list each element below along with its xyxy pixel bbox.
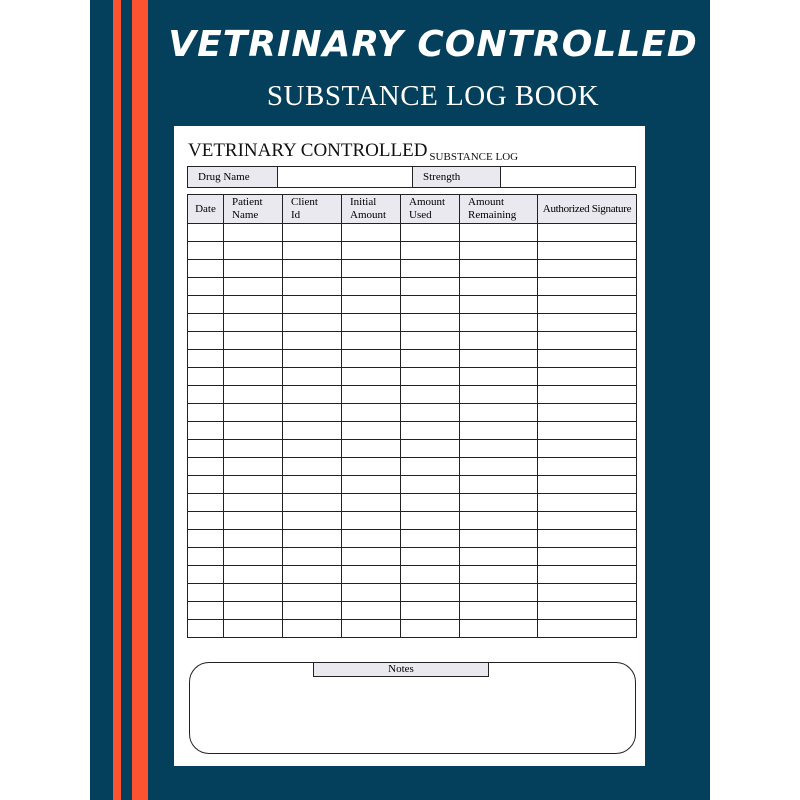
table-cell[interactable] xyxy=(538,602,637,620)
column-header-line2: Amount xyxy=(350,209,387,221)
column-header xyxy=(538,195,637,224)
column-header-line1: Amount xyxy=(468,196,505,208)
table-cell[interactable] xyxy=(224,584,283,602)
table-cell[interactable] xyxy=(188,224,224,242)
strength-label: Strength xyxy=(413,167,501,187)
form-title-sub: SUBSTANCE LOG xyxy=(429,151,519,163)
table-cell[interactable] xyxy=(224,386,283,404)
table-cell[interactable] xyxy=(342,404,401,422)
table-cell[interactable] xyxy=(342,440,401,458)
table-cell[interactable] xyxy=(224,476,283,494)
table-cell[interactable] xyxy=(538,458,637,476)
table-cell[interactable] xyxy=(224,458,283,476)
table-cell[interactable] xyxy=(538,404,637,422)
table-cell[interactable] xyxy=(342,242,401,260)
drug-name-field[interactable] xyxy=(278,167,413,187)
table-cell[interactable] xyxy=(401,512,460,530)
table-cell[interactable] xyxy=(460,422,538,440)
table-cell[interactable] xyxy=(342,368,401,386)
table-row xyxy=(188,296,637,314)
table-cell[interactable] xyxy=(283,548,342,566)
table-cell[interactable] xyxy=(224,440,283,458)
table-row xyxy=(188,350,637,368)
table-cell[interactable] xyxy=(188,530,224,548)
table-cell[interactable] xyxy=(283,422,342,440)
table-cell[interactable] xyxy=(188,566,224,584)
table-row xyxy=(188,422,637,440)
table-cell[interactable] xyxy=(401,458,460,476)
column-header xyxy=(224,195,283,224)
table-cell[interactable] xyxy=(224,278,283,296)
table-cell[interactable] xyxy=(538,260,637,278)
table-cell[interactable] xyxy=(283,296,342,314)
table-cell[interactable] xyxy=(342,350,401,368)
column-header-line1: Patient xyxy=(232,196,263,208)
table-cell[interactable] xyxy=(188,620,224,638)
log-table-header xyxy=(188,195,637,224)
table-cell[interactable] xyxy=(283,350,342,368)
table-row xyxy=(188,548,637,566)
table-cell[interactable] xyxy=(188,476,224,494)
table-cell[interactable] xyxy=(460,620,538,638)
table-cell[interactable] xyxy=(342,278,401,296)
table-cell[interactable] xyxy=(538,350,637,368)
table-cell[interactable] xyxy=(188,296,224,314)
table-cell[interactable] xyxy=(342,512,401,530)
table-cell[interactable] xyxy=(283,314,342,332)
table-cell[interactable] xyxy=(342,494,401,512)
table-cell[interactable] xyxy=(401,332,460,350)
table-cell[interactable] xyxy=(460,548,538,566)
table-cell[interactable] xyxy=(538,278,637,296)
table-cell[interactable] xyxy=(342,476,401,494)
table-cell[interactable] xyxy=(460,404,538,422)
table-cell[interactable] xyxy=(460,350,538,368)
table-row xyxy=(188,602,637,620)
table-cell[interactable] xyxy=(283,368,342,386)
column-header-line2: Remaining xyxy=(468,209,517,221)
column-header-line1: Client xyxy=(291,196,318,208)
table-cell[interactable] xyxy=(401,278,460,296)
table-cell[interactable] xyxy=(460,242,538,260)
table-cell[interactable] xyxy=(538,512,637,530)
table-cell[interactable] xyxy=(224,368,283,386)
table-row xyxy=(188,368,637,386)
table-cell[interactable] xyxy=(224,242,283,260)
table-cell[interactable] xyxy=(342,332,401,350)
table-cell[interactable] xyxy=(538,314,637,332)
table-cell[interactable] xyxy=(224,404,283,422)
table-cell[interactable] xyxy=(342,458,401,476)
table-cell[interactable] xyxy=(224,548,283,566)
table-row xyxy=(188,512,637,530)
table-cell[interactable] xyxy=(401,368,460,386)
table-cell[interactable] xyxy=(188,584,224,602)
table-cell[interactable] xyxy=(538,566,637,584)
table-cell[interactable] xyxy=(401,404,460,422)
column-header-line1: Amount xyxy=(409,196,446,208)
table-row xyxy=(188,440,637,458)
table-cell[interactable] xyxy=(224,566,283,584)
table-cell[interactable] xyxy=(460,332,538,350)
table-cell[interactable] xyxy=(538,224,637,242)
table-cell[interactable] xyxy=(283,620,342,638)
column-header-line1: Authorized Signature xyxy=(542,202,632,215)
table-cell[interactable] xyxy=(283,386,342,404)
table-cell[interactable] xyxy=(342,422,401,440)
drug-info-row xyxy=(187,166,636,188)
table-cell[interactable] xyxy=(342,314,401,332)
table-cell[interactable] xyxy=(188,404,224,422)
table-cell[interactable] xyxy=(538,476,637,494)
table-cell[interactable] xyxy=(283,242,342,260)
drug-name-label: Drug Name xyxy=(188,167,278,187)
table-cell[interactable] xyxy=(283,494,342,512)
table-cell[interactable] xyxy=(188,548,224,566)
table-cell[interactable] xyxy=(460,494,538,512)
table-cell[interactable] xyxy=(460,224,538,242)
table-cell[interactable] xyxy=(538,584,637,602)
table-cell[interactable] xyxy=(283,530,342,548)
table-cell[interactable] xyxy=(188,422,224,440)
table-cell[interactable] xyxy=(538,386,637,404)
cover-stripe-thick xyxy=(132,0,148,800)
table-cell[interactable] xyxy=(224,260,283,278)
table-cell[interactable] xyxy=(283,404,342,422)
table-cell[interactable] xyxy=(538,548,637,566)
table-cell[interactable] xyxy=(188,494,224,512)
table-cell[interactable] xyxy=(224,620,283,638)
table-cell[interactable] xyxy=(342,386,401,404)
cover-stripe-thin xyxy=(113,0,121,800)
table-cell[interactable] xyxy=(188,512,224,530)
table-cell[interactable] xyxy=(224,422,283,440)
column-header xyxy=(283,195,342,224)
table-cell[interactable] xyxy=(401,260,460,278)
table-cell[interactable] xyxy=(401,530,460,548)
cover-title: VETRINARY CONTROLLED xyxy=(168,24,698,65)
table-cell[interactable] xyxy=(460,530,538,548)
table-cell[interactable] xyxy=(188,386,224,404)
table-cell[interactable] xyxy=(283,476,342,494)
table-cell[interactable] xyxy=(283,278,342,296)
table-cell[interactable] xyxy=(283,512,342,530)
table-cell[interactable] xyxy=(188,332,224,350)
table-cell[interactable] xyxy=(342,566,401,584)
table-cell[interactable] xyxy=(188,368,224,386)
table-cell[interactable] xyxy=(401,548,460,566)
table-row xyxy=(188,260,637,278)
table-cell[interactable] xyxy=(538,422,637,440)
table-cell[interactable] xyxy=(460,584,538,602)
table-row xyxy=(188,584,637,602)
table-cell[interactable] xyxy=(188,458,224,476)
table-cell[interactable] xyxy=(188,350,224,368)
column-header-line1: Initial xyxy=(350,196,377,208)
table-row xyxy=(188,242,637,260)
table-cell[interactable] xyxy=(342,260,401,278)
table-cell[interactable] xyxy=(188,440,224,458)
table-cell[interactable] xyxy=(224,350,283,368)
table-cell[interactable] xyxy=(283,224,342,242)
table-cell[interactable] xyxy=(460,458,538,476)
table-row xyxy=(188,332,637,350)
column-header xyxy=(401,195,460,224)
table-cell[interactable] xyxy=(538,440,637,458)
table-cell[interactable] xyxy=(538,296,637,314)
table-cell[interactable] xyxy=(401,476,460,494)
table-row xyxy=(188,404,637,422)
table-cell[interactable] xyxy=(342,548,401,566)
table-cell[interactable] xyxy=(460,296,538,314)
notes-label: Notes xyxy=(313,662,489,677)
table-cell[interactable] xyxy=(538,368,637,386)
table-cell[interactable] xyxy=(460,512,538,530)
table-cell[interactable] xyxy=(342,530,401,548)
table-cell[interactable] xyxy=(401,386,460,404)
table-cell[interactable] xyxy=(460,314,538,332)
table-row xyxy=(188,620,637,638)
table-row xyxy=(188,278,637,296)
cover-subtitle: SUBSTANCE LOG BOOK xyxy=(266,80,600,112)
table-cell[interactable] xyxy=(224,224,283,242)
table-cell[interactable] xyxy=(460,278,538,296)
log-table-body xyxy=(188,224,637,638)
table-cell[interactable] xyxy=(283,602,342,620)
table-cell[interactable] xyxy=(401,494,460,512)
table-cell[interactable] xyxy=(538,530,637,548)
table-cell[interactable] xyxy=(283,584,342,602)
table-row xyxy=(188,530,637,548)
column-header-line2: Id xyxy=(291,209,301,221)
table-cell[interactable] xyxy=(224,512,283,530)
form-title xyxy=(188,140,518,162)
table-cell[interactable] xyxy=(401,224,460,242)
table-cell[interactable] xyxy=(401,350,460,368)
table-cell[interactable] xyxy=(401,602,460,620)
table-cell[interactable] xyxy=(188,242,224,260)
table-cell[interactable] xyxy=(460,440,538,458)
table-cell[interactable] xyxy=(188,278,224,296)
table-cell[interactable] xyxy=(224,530,283,548)
table-cell[interactable] xyxy=(460,476,538,494)
table-cell[interactable] xyxy=(401,242,460,260)
table-cell[interactable] xyxy=(538,332,637,350)
table-row xyxy=(188,224,637,242)
table-cell[interactable] xyxy=(401,620,460,638)
table-cell[interactable] xyxy=(283,332,342,350)
table-cell[interactable] xyxy=(401,584,460,602)
table-cell[interactable] xyxy=(342,620,401,638)
table-row xyxy=(188,386,637,404)
form-title-main: VETRINARY CONTROLLED xyxy=(188,140,428,161)
table-cell[interactable] xyxy=(538,494,637,512)
table-cell[interactable] xyxy=(460,386,538,404)
table-cell[interactable] xyxy=(342,584,401,602)
table-cell[interactable] xyxy=(538,620,637,638)
table-cell[interactable] xyxy=(538,242,637,260)
table-cell[interactable] xyxy=(224,296,283,314)
table-cell[interactable] xyxy=(283,260,342,278)
table-cell[interactable] xyxy=(342,602,401,620)
table-cell[interactable] xyxy=(401,296,460,314)
column-header xyxy=(342,195,401,224)
table-cell[interactable] xyxy=(283,566,342,584)
table-cell[interactable] xyxy=(283,440,342,458)
table-cell[interactable] xyxy=(401,314,460,332)
table-row xyxy=(188,476,637,494)
log-page xyxy=(174,126,645,766)
table-cell[interactable] xyxy=(224,314,283,332)
table-cell[interactable] xyxy=(188,260,224,278)
table-cell[interactable] xyxy=(401,422,460,440)
column-header xyxy=(188,195,224,224)
column-header xyxy=(460,195,538,224)
table-row xyxy=(188,494,637,512)
table-cell[interactable] xyxy=(460,602,538,620)
table-cell[interactable] xyxy=(342,296,401,314)
strength-field[interactable] xyxy=(501,167,635,187)
column-header-line2: Used xyxy=(409,209,432,221)
column-header-line2: Name xyxy=(232,209,259,221)
table-cell[interactable] xyxy=(342,224,401,242)
column-header-line1: Date xyxy=(195,202,216,215)
log-table xyxy=(187,194,637,638)
table-row xyxy=(188,314,637,332)
table-row xyxy=(188,566,637,584)
table-cell[interactable] xyxy=(188,314,224,332)
table-cell[interactable] xyxy=(401,566,460,584)
table-row xyxy=(188,458,637,476)
table-cell[interactable] xyxy=(188,602,224,620)
table-cell[interactable] xyxy=(460,368,538,386)
table-cell[interactable] xyxy=(224,602,283,620)
table-cell[interactable] xyxy=(460,260,538,278)
table-cell[interactable] xyxy=(460,566,538,584)
table-cell[interactable] xyxy=(401,440,460,458)
table-cell[interactable] xyxy=(283,458,342,476)
table-cell[interactable] xyxy=(224,332,283,350)
table-cell[interactable] xyxy=(224,494,283,512)
